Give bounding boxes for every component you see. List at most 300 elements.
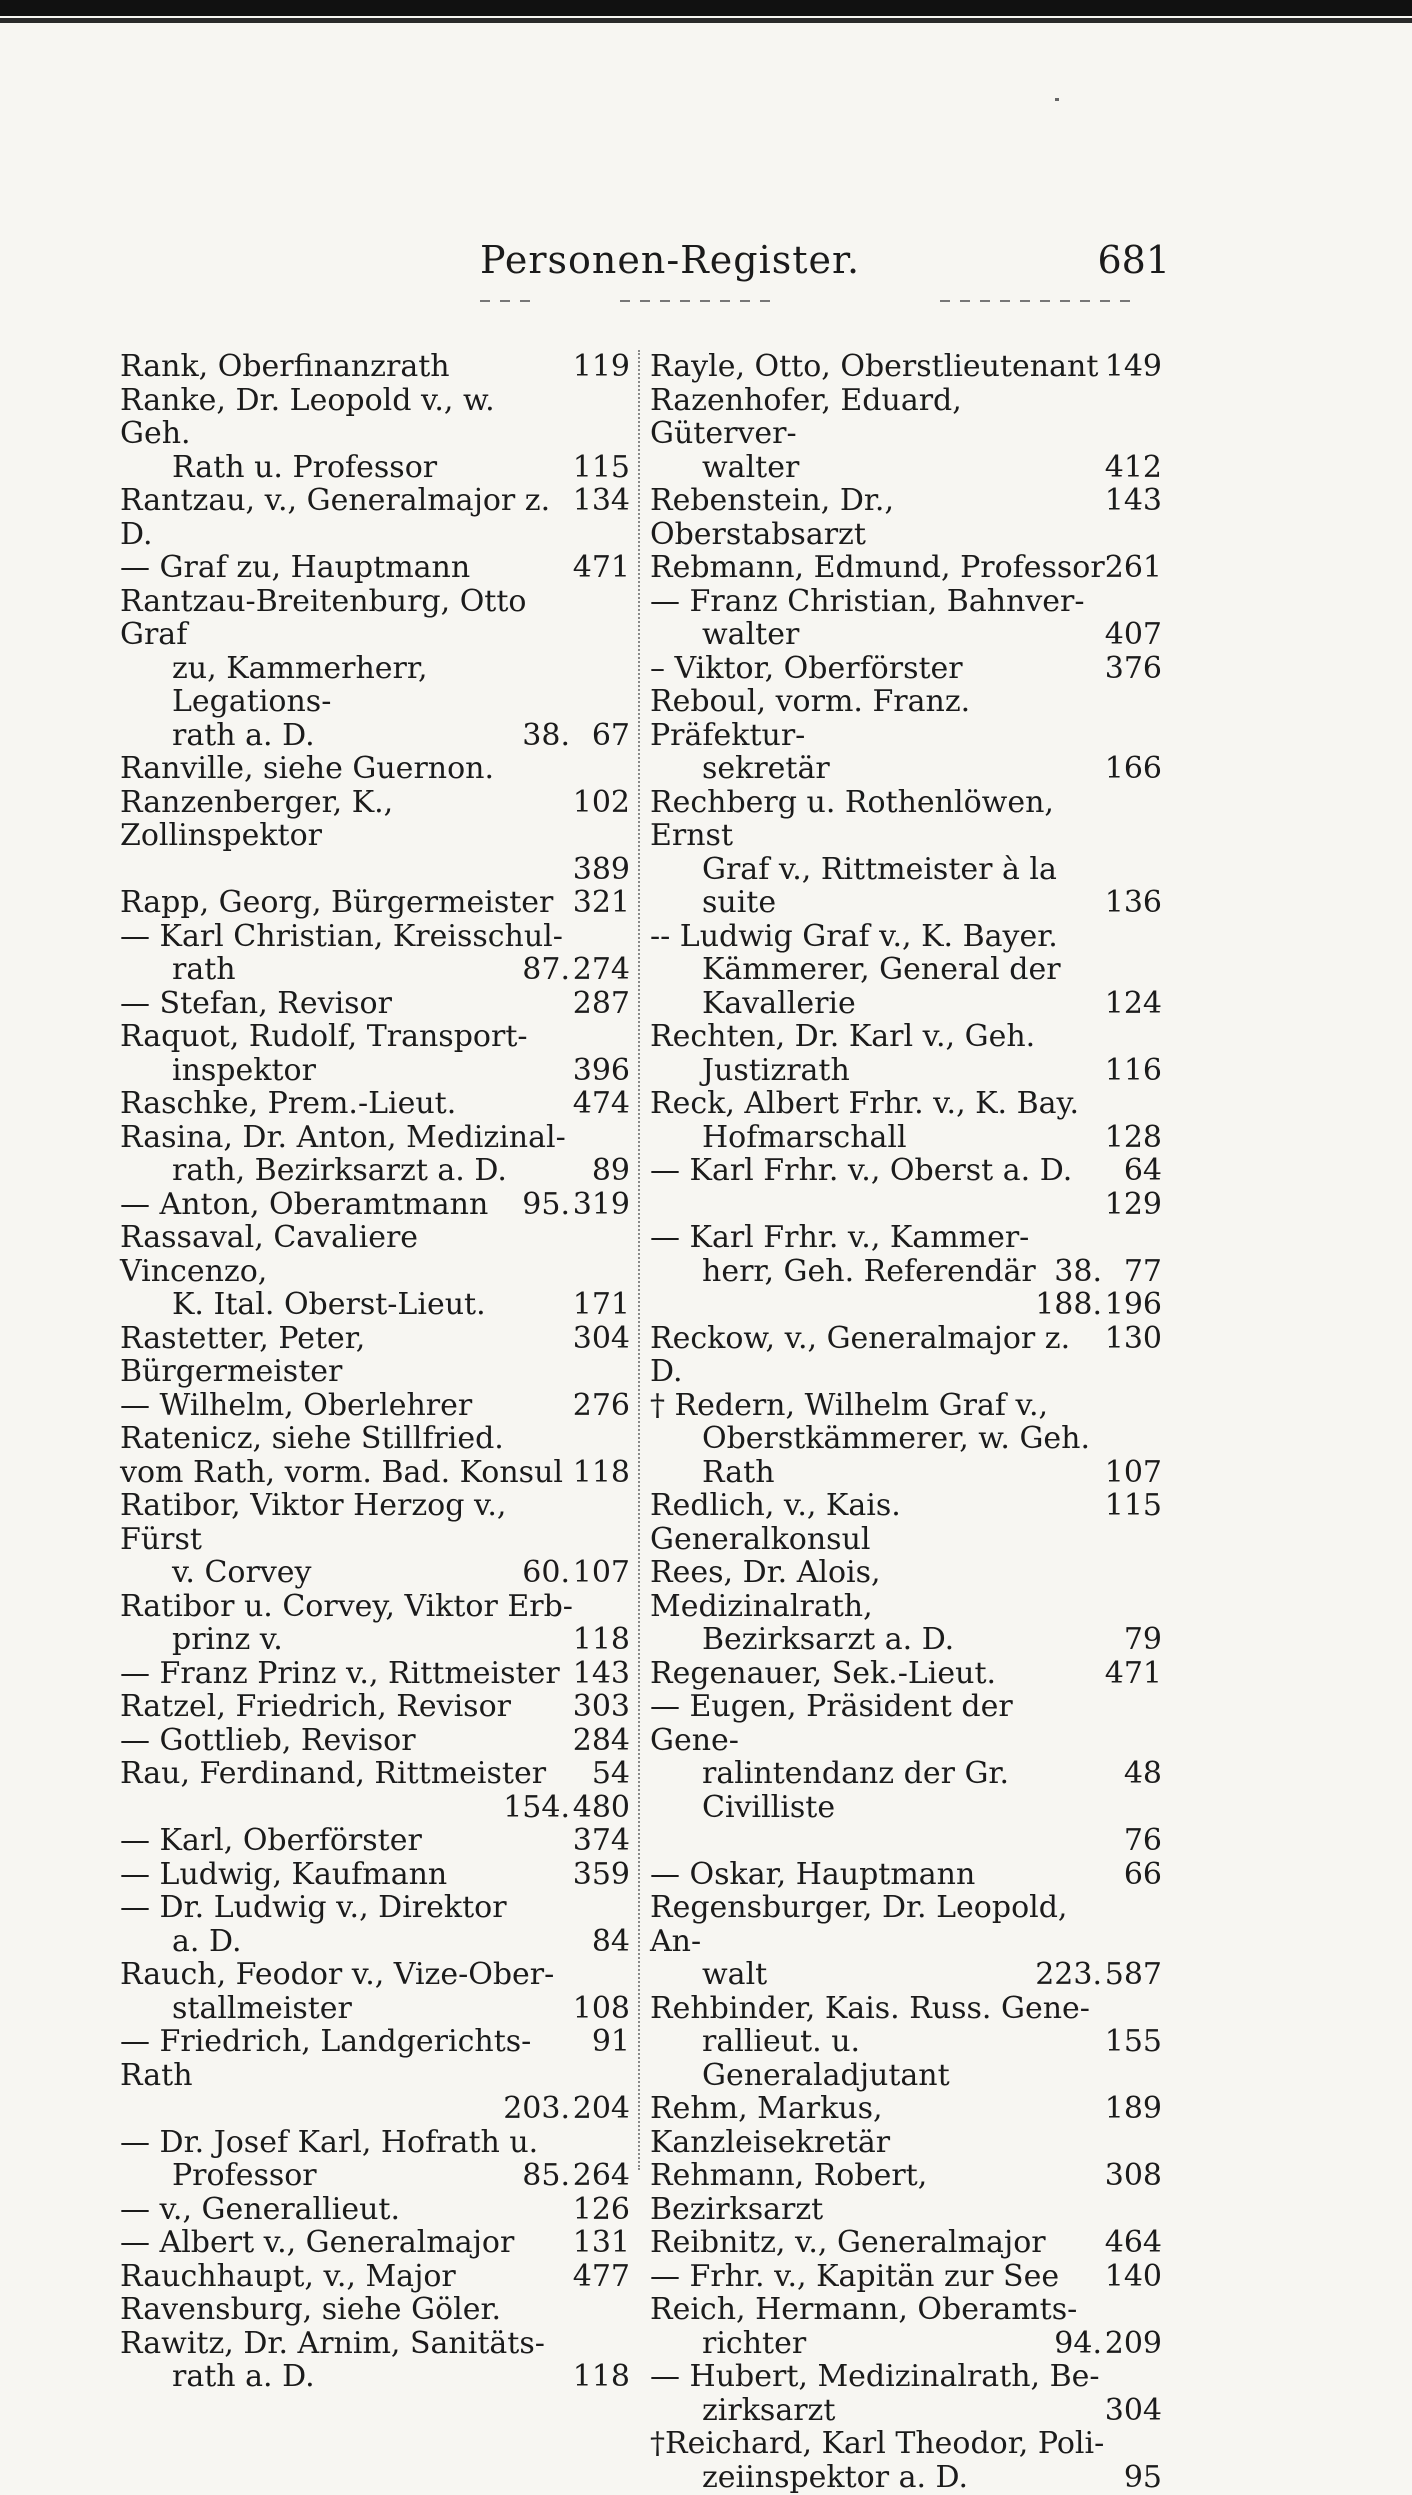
entry-line <box>650 920 1162 954</box>
entry-continuation-line <box>650 451 1162 485</box>
index-entry <box>120 1456 630 1490</box>
entry-page-number: 471 <box>572 550 630 585</box>
entry-page-ref: 60. <box>522 1555 570 1590</box>
entry-page-number: 131 <box>572 2225 630 2260</box>
index-entry <box>650 1322 1162 1389</box>
entry-text: — Franz Christian, Bahnver- <box>650 583 1085 619</box>
entry-page-number: 136 <box>1104 885 1162 920</box>
entry-line <box>120 350 630 384</box>
entry-page-number: 107 <box>1104 1454 1162 1490</box>
entry-text: Bezirksarzt a. D. <box>702 1622 955 1657</box>
entry-text: zu, Kammerherr, Legations- <box>172 650 428 719</box>
index-entry <box>120 585 630 753</box>
index-entry <box>650 920 1162 1021</box>
entry-page-number: 155 <box>1104 2024 1162 2059</box>
entry-text: Rehbinder, Kais. Russ. Gene- <box>650 1990 1090 2026</box>
entry-continuation-line <box>650 1054 1162 1088</box>
entry-text: Razenhofer, Eduard, Güterver- <box>650 382 962 451</box>
entry-line <box>120 1724 630 1758</box>
entry-line <box>650 1690 1162 1757</box>
entry-text: Rehmann, Robert, Bezirksarzt <box>650 2158 928 2227</box>
index-entry <box>120 920 630 987</box>
entry-text: rath, Bezirksarzt a. D. <box>172 1153 507 1188</box>
entry-line <box>650 2159 1162 2226</box>
column-divider <box>638 350 640 2170</box>
entry-text: Rapp, Georg, Bürgermeister <box>120 885 554 920</box>
entry-continuation-line <box>650 1958 1162 1992</box>
scan-speck <box>1055 98 1059 101</box>
entry-page-number: 130 <box>1104 1320 1162 1356</box>
entry-page-number: 143 <box>572 1655 630 1691</box>
entry-line <box>650 551 1162 585</box>
entry-page-number: 464 <box>1104 2225 1162 2260</box>
entry-continuation-line <box>650 1288 1162 1322</box>
entry-text: rallieut. u. Generaladjutant <box>702 2024 950 2093</box>
entry-continuation-line <box>120 1992 630 2026</box>
entry-line <box>650 2293 1162 2327</box>
index-entry <box>120 2025 630 2126</box>
entry-text: Rank, Oberfinanzrath <box>120 349 450 384</box>
entry-line <box>120 1221 630 1288</box>
entry-page-number: 124 <box>1104 985 1162 1021</box>
entry-continuation-line <box>120 1054 630 1088</box>
index-column-left <box>120 350 630 2394</box>
entry-text: Ratibor, Viktor Herzog v., Fürst <box>120 1488 507 1557</box>
entry-line <box>650 350 1162 384</box>
entry-text: Ratibor u. Corvey, Viktor Erb- <box>120 1588 573 1624</box>
entry-page-number: 128 <box>1104 1119 1162 1155</box>
entry-line <box>120 1322 630 1389</box>
index-entry <box>120 1389 630 1423</box>
entry-text: suite <box>702 885 777 920</box>
index-entry <box>120 786 630 887</box>
entry-line <box>120 786 630 853</box>
page-header <box>120 238 1170 298</box>
entry-page-number: 321 <box>572 885 630 920</box>
entry-line <box>120 384 630 451</box>
entry-line <box>120 1657 630 1691</box>
entry-text: Rath u. Professor <box>172 449 438 485</box>
entry-continuation-line <box>120 451 630 485</box>
entry-text: Professor <box>172 2158 317 2193</box>
index-entry <box>120 1590 630 1657</box>
entry-page-number: 118 <box>572 1454 630 1490</box>
entry-page-ref: 154. <box>503 1789 570 1825</box>
entry-text: Rantzau-Breitenburg, Otto Graf <box>120 583 527 652</box>
entry-page-number: 79 <box>1123 1622 1162 1657</box>
entry-text: Rath <box>702 1454 775 1490</box>
entry-continuation-line <box>650 853 1162 887</box>
entry-text: Reckow, v., Generalmajor z. D. <box>650 1320 1071 1389</box>
index-entry <box>120 1121 630 1188</box>
entry-text: Raquot, Rudolf, Transport- <box>120 1019 528 1054</box>
index-entry <box>650 384 1162 485</box>
entry-line <box>650 1389 1162 1423</box>
entry-text: Rechten, Dr. Karl v., Geh. <box>650 1019 1036 1054</box>
entry-text: a. D. <box>172 1923 242 1959</box>
entry-continuation-line <box>650 1757 1162 1824</box>
entry-line <box>120 1891 630 1925</box>
entry-text: prinz v. <box>172 1622 283 1657</box>
entry-page-number: 303 <box>572 1689 630 1724</box>
entry-page-ref: 38. <box>522 717 570 753</box>
entry-text: walter <box>702 449 800 485</box>
entry-line <box>650 484 1162 551</box>
entry-text: — Oskar, Hauptmann <box>650 1856 976 1892</box>
top-border-secondary <box>0 18 1412 23</box>
index-entry <box>120 1422 630 1456</box>
entry-text: ralintendanz der Gr. Civilliste <box>702 1756 1010 1825</box>
entry-page-number: 407 <box>1104 617 1162 652</box>
index-entry <box>120 1020 630 1087</box>
entry-page-number: 284 <box>572 1722 630 1758</box>
index-entry <box>650 2092 1162 2159</box>
index-entry <box>120 752 630 786</box>
entry-page-number: 89 <box>591 1153 630 1188</box>
entry-page-number: 66 <box>1123 1856 1162 1892</box>
index-entry <box>120 1322 630 1389</box>
index-entry <box>120 2327 630 2394</box>
entry-text: stallmeister <box>172 1990 352 2026</box>
entry-text: Rantzau, v., Generalmajor z. D. <box>120 483 551 552</box>
entry-text: rath <box>172 952 236 987</box>
entry-page-number: 171 <box>572 1287 630 1322</box>
entry-page-number: 119 <box>572 349 630 384</box>
entry-text: — Franz Prinz v., Rittmeister <box>120 1655 560 1691</box>
index-entry <box>120 2293 630 2327</box>
entry-text: — Ludwig, Kaufmann <box>120 1856 448 1892</box>
entry-continuation-line <box>120 1556 630 1590</box>
entry-page-number: 76 <box>1123 1823 1162 1858</box>
entry-page-number: 126 <box>572 2191 630 2227</box>
entry-text: -- Ludwig Graf v., K. Bayer. <box>650 918 1058 954</box>
index-entry <box>120 384 630 485</box>
entry-text: Rauchhaupt, v., Major <box>120 2258 456 2294</box>
entry-text: Rebenstein, Dr., Oberstabsarzt <box>650 483 894 552</box>
entry-continuation-line <box>120 2360 630 2394</box>
entry-text: Rehm, Markus, Kanzleisekretär <box>650 2091 891 2160</box>
index-entry <box>120 1824 630 1858</box>
entry-line <box>120 585 630 652</box>
entry-text: richter <box>702 2325 807 2361</box>
entry-page-number: 189 <box>1104 2091 1162 2126</box>
entry-continuation-line <box>650 2025 1162 2092</box>
entry-continuation-line <box>650 618 1162 652</box>
entry-page-number: 118 <box>572 1622 630 1657</box>
entry-line <box>650 2360 1162 2394</box>
entry-page-number: 359 <box>572 1856 630 1892</box>
index-entry <box>650 1992 1162 2093</box>
entry-continuation-line <box>120 1288 630 1322</box>
index-entry <box>650 1690 1162 1858</box>
entry-continuation-line <box>650 987 1162 1021</box>
index-entry <box>650 2427 1162 2494</box>
entry-page-ref: 203. <box>503 2091 570 2126</box>
entry-text: Reboul, vorm. Franz. Präfektur- <box>650 684 971 753</box>
entry-line <box>120 1690 630 1724</box>
index-entry <box>120 2126 630 2193</box>
entry-text: Ranville, siehe Guernon. <box>120 751 495 786</box>
entry-continuation-line <box>650 1456 1162 1490</box>
entry-text: — Karl Christian, Kreisschul- <box>120 918 563 954</box>
index-entry <box>120 1657 630 1691</box>
entry-continuation-line <box>650 1623 1162 1657</box>
index-entry <box>120 1221 630 1322</box>
index-entry <box>650 2260 1162 2294</box>
index-entry <box>120 1724 630 1758</box>
entry-page-number: 276 <box>572 1387 630 1423</box>
entry-line <box>120 1590 630 1624</box>
entry-continuation-line <box>120 2159 630 2193</box>
index-entry <box>120 350 630 384</box>
entry-page-number: 209 <box>1104 2325 1162 2361</box>
entry-continuation-line <box>650 1422 1162 1456</box>
entry-text: vom Rath, vorm. Bad. Konsul <box>120 1454 563 1490</box>
index-entry <box>120 1757 630 1824</box>
entry-line <box>650 2226 1162 2260</box>
entry-page-number: 54 <box>591 1756 630 1791</box>
entry-text: v. Corvey <box>172 1555 312 1590</box>
entry-page-ref: 223. <box>1035 1957 1102 1992</box>
entry-text: Graf v., Rittmeister à la <box>702 851 1057 887</box>
entry-line <box>120 1020 630 1054</box>
entry-line <box>120 752 630 786</box>
entry-line <box>650 1891 1162 1958</box>
entry-line <box>120 1389 630 1423</box>
entry-text: — Hubert, Medizinalrath, Be- <box>650 2359 1100 2394</box>
entry-continuation-line <box>120 1925 630 1959</box>
index-entry <box>120 1489 630 1590</box>
entry-text: — Gottlieb, Revisor <box>120 1722 416 1758</box>
entry-page-number: 91 <box>591 2024 630 2059</box>
entry-text: walt <box>702 1957 768 1992</box>
entry-text: Rawitz, Dr. Arnim, Sanitäts- <box>120 2325 545 2361</box>
entry-text: Hofmarschall <box>702 1119 907 1155</box>
index-entry <box>650 2293 1162 2360</box>
index-entry <box>120 2260 630 2294</box>
entry-page-number: 115 <box>572 449 630 485</box>
entry-page-number: 274 <box>572 952 630 987</box>
entry-page-number: 77 <box>1123 1253 1162 1289</box>
entry-page-ref: 38. <box>1054 1253 1102 1289</box>
entry-continuation-line <box>120 1791 630 1825</box>
entry-text: Rayle, Otto, Oberstlieutenant <box>650 349 1099 384</box>
entry-text: — Karl Frhr. v., Oberst a. D. <box>650 1153 1073 1188</box>
entry-page-number: 308 <box>1104 2158 1162 2193</box>
entry-text: Reibnitz, v., Generalmajor <box>650 2225 1046 2260</box>
entry-text: — Eugen, Präsident der Gene- <box>650 1689 1013 1758</box>
entry-line <box>650 384 1162 451</box>
entry-text: — Frhr. v., Kapitän zur See <box>650 2258 1060 2294</box>
entry-text: — Karl, Oberförster <box>120 1823 422 1858</box>
entry-continuation-line <box>120 1623 630 1657</box>
entry-text: Regensburger, Dr. Leopold, An- <box>650 1890 1068 1959</box>
entry-page-number: 95 <box>1123 2459 1162 2495</box>
page-title: Personen-Register. <box>480 238 861 282</box>
entry-text: Regenauer, Sek.-Lieut. <box>650 1655 997 1691</box>
entry-text: Rassaval, Cavaliere Vincenzo, <box>120 1220 419 1289</box>
index-entry <box>650 1489 1162 1556</box>
entry-page-number: 376 <box>1104 650 1162 686</box>
entry-page-number: 389 <box>572 851 630 887</box>
page-number: 681 <box>1097 238 1170 282</box>
entry-line <box>650 2260 1162 2294</box>
entry-text: Ranke, Dr. Leopold v., w. Geh. <box>120 382 495 451</box>
entry-page-number: 116 <box>1104 1052 1162 1088</box>
entry-text: walter <box>702 617 800 652</box>
entry-page-number: 471 <box>1104 1655 1162 1691</box>
entry-page-number: 107 <box>572 1555 630 1590</box>
entry-line <box>650 1556 1162 1623</box>
index-entry <box>120 2226 630 2260</box>
entry-line <box>120 551 630 585</box>
entry-text: rath a. D. <box>172 717 315 753</box>
entry-page-number: 64 <box>1123 1153 1162 1188</box>
entry-page-number: 412 <box>1104 449 1162 485</box>
index-entry <box>650 2226 1162 2260</box>
entry-line <box>120 920 630 954</box>
entry-text: K. Ital. Oberst-Lieut. <box>172 1287 486 1322</box>
entry-page-ref: 87. <box>522 952 570 987</box>
entry-page-number: 480 <box>572 1789 630 1825</box>
index-entry <box>650 1020 1162 1087</box>
entry-text: — Wilhelm, Oberlehrer <box>120 1387 473 1423</box>
entry-text: Rau, Ferdinand, Rittmeister <box>120 1756 547 1791</box>
entry-text: Oberstkämmerer, w. Geh. <box>702 1421 1091 1456</box>
entry-page-number: 261 <box>1104 550 1162 585</box>
entry-page-number: 67 <box>591 717 630 753</box>
index-entry <box>650 484 1162 551</box>
entry-line <box>120 1489 630 1556</box>
entry-line <box>650 1489 1162 1556</box>
entry-text: Rastetter, Peter, Bürgermeister <box>120 1320 366 1389</box>
entry-line <box>120 2126 630 2160</box>
entry-page-number: 304 <box>572 1320 630 1356</box>
index-entry <box>120 1891 630 1958</box>
entry-continuation-line <box>650 1255 1162 1289</box>
entry-continuation-line <box>120 2092 630 2126</box>
entry-text: rath a. D. <box>172 2359 315 2394</box>
entry-page-number: 149 <box>1104 349 1162 384</box>
entry-text: Rees, Dr. Alois, Medizinalrath, <box>650 1555 881 1624</box>
entry-line <box>120 2293 630 2327</box>
index-entry <box>120 2193 630 2227</box>
header-rule-left <box>480 300 540 302</box>
entry-page-number: 129 <box>1104 1186 1162 1222</box>
entry-line <box>120 1858 630 1892</box>
entry-continuation-line <box>650 1121 1162 1155</box>
entry-line <box>120 2226 630 2260</box>
entry-text: Ratzel, Friedrich, Revisor <box>120 1689 511 1724</box>
entry-text: Justizrath <box>702 1052 850 1088</box>
entry-continuation-line <box>650 752 1162 786</box>
entry-text: — Friedrich, Landgerichts-Rath <box>120 2024 532 2093</box>
entry-text: †Reichard, Karl Theodor, Poli- <box>650 2426 1105 2461</box>
entry-page-ref: 188. <box>1035 1287 1102 1322</box>
index-entry <box>650 652 1162 686</box>
index-entry <box>650 1154 1162 1221</box>
entry-line <box>650 1221 1162 1255</box>
index-entry <box>120 886 630 920</box>
entry-continuation-line <box>120 719 630 753</box>
entry-text: zeiinspektor a. D. <box>702 2459 969 2495</box>
index-entry <box>120 551 630 585</box>
entry-text: inspektor <box>172 1052 316 1088</box>
entry-line <box>650 1858 1162 1892</box>
entry-page-number: 287 <box>572 985 630 1021</box>
top-border <box>0 0 1412 16</box>
entry-page-number: 587 <box>1104 1957 1162 1992</box>
entry-continuation-line <box>120 853 630 887</box>
entry-line <box>120 1087 630 1121</box>
entry-page-number: 477 <box>572 2258 630 2294</box>
entry-text: — Karl Frhr. v., Kammer- <box>650 1220 1030 1255</box>
index-column-right <box>650 350 1162 2494</box>
entry-page-ref: 85. <box>522 2158 570 2193</box>
entry-line <box>120 987 630 1021</box>
header-rule-right <box>940 300 1140 302</box>
entry-continuation-line <box>650 2461 1162 2495</box>
index-entry <box>650 1087 1162 1154</box>
entry-line <box>650 2092 1162 2159</box>
entry-page-number: 48 <box>1123 1756 1162 1791</box>
index-entry <box>120 484 630 551</box>
entry-page-number: 204 <box>572 2091 630 2126</box>
entry-line <box>650 2427 1162 2461</box>
index-entry <box>650 1657 1162 1691</box>
entry-line <box>120 1188 630 1222</box>
index-entry <box>650 2360 1162 2427</box>
index-entry <box>650 1389 1162 1490</box>
entry-page-number: 108 <box>572 1990 630 2026</box>
index-entry <box>650 1556 1162 1657</box>
entry-text: Rauch, Feodor v., Vize-Ober- <box>120 1957 555 1992</box>
entry-text: — Anton, Oberamtmann <box>120 1186 489 1222</box>
entry-line <box>650 786 1162 853</box>
entry-line <box>120 2260 630 2294</box>
entry-continuation-line <box>650 2327 1162 2361</box>
entry-line <box>120 484 630 551</box>
entry-text: Redlich, v., Kais. Generalkonsul <box>650 1488 901 1557</box>
entry-page-number: 84 <box>591 1923 630 1959</box>
entry-text: Ranzenberger, K., Zollinspektor <box>120 784 394 853</box>
index-entry <box>650 685 1162 786</box>
index-entry <box>650 2159 1162 2226</box>
entry-line <box>650 1087 1162 1121</box>
entry-continuation-line <box>650 953 1162 987</box>
entry-line <box>120 2327 630 2361</box>
entry-text: Kavallerie <box>702 985 856 1021</box>
entry-page-number: 115 <box>1104 1488 1162 1523</box>
entry-text: sekretär <box>702 751 830 786</box>
entry-text: Reck, Albert Frhr. v., K. Bay. <box>650 1086 1080 1121</box>
index-entry <box>650 350 1162 384</box>
entry-page-ref: 94. <box>1054 2325 1102 2361</box>
entry-text: Kämmerer, General der <box>702 952 1061 987</box>
index-entry <box>650 1221 1162 1322</box>
index-entry <box>120 1188 630 1222</box>
entry-page-ref: 95. <box>522 1186 570 1222</box>
entry-text: herr, Geh. Referendär <box>702 1253 1036 1289</box>
entry-page-number: 319 <box>572 1186 630 1222</box>
entry-text: Ratenicz, siehe Stillfried. <box>120 1421 504 1456</box>
index-entry <box>120 987 630 1021</box>
entry-line <box>650 1020 1162 1054</box>
entry-page-number: 474 <box>572 1086 630 1121</box>
entry-continuation-line <box>650 886 1162 920</box>
index-entry <box>120 1858 630 1892</box>
entry-page-number: 143 <box>1104 483 1162 518</box>
